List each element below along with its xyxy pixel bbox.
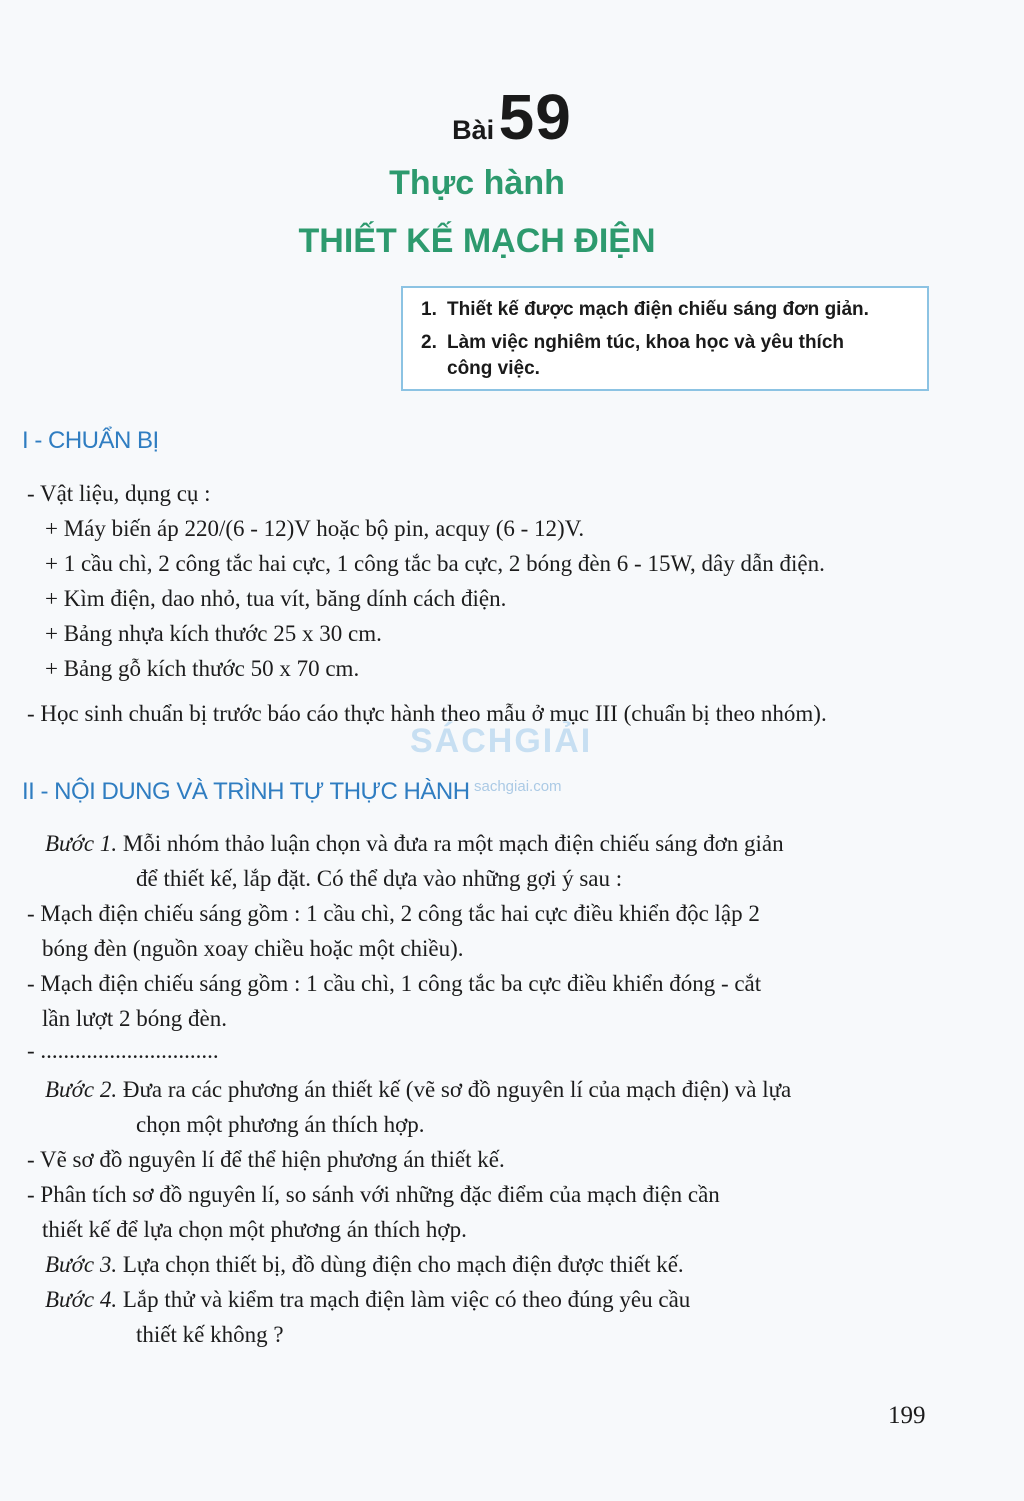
step-3 bbox=[45, 1252, 684, 1278]
step-label: Bước 4. bbox=[45, 1287, 118, 1312]
step-text: Lựa chọn thiết bị, đồ dùng điện cho mạch điện được thiết kế. bbox=[122, 1252, 684, 1277]
list-item: + Bảng gỗ kích thước 50 x 70 cm. bbox=[45, 656, 360, 681]
step-text: Đưa ra các phương án thiết kế (vẽ sơ đồ nguyên lí của mạch điện) và lựa bbox=[122, 1077, 792, 1102]
list-item: - Mạch điện chiếu sáng gồm : 1 cầu chì, 1 công tắc ba cực điều khiển đóng - cắt bbox=[27, 971, 762, 996]
step-1 bbox=[45, 831, 784, 857]
step-continuation: chọn một phương án thích hợp. bbox=[136, 1112, 425, 1137]
list-item: - Mạch điện chiếu sáng gồm : 1 cầu chì, 2 công tắc hai cực điều khiển độc lập 2 bbox=[27, 901, 760, 926]
list-item: + 1 cầu chì, 2 công tắc hai cực, 1 công tắc ba cực, 2 bóng đèn 6 - 15W, dây dẫn điện. bbox=[45, 551, 825, 576]
step-label: Bước 2. bbox=[45, 1077, 118, 1102]
lesson-word: Bài bbox=[452, 115, 495, 145]
list-item: - Học sinh chuẩn bị trước báo cáo thực hành theo mẫu ở mục III (chuẩn bị theo nhóm). bbox=[27, 701, 827, 726]
objective-text: Thiết kế được mạch điện chiếu sáng đơn giản. bbox=[447, 299, 869, 320]
lesson-subtitle: Thực hành bbox=[389, 164, 565, 202]
objective-item: 1. Thiết kế được mạch điện chiếu sáng đơn giản. bbox=[421, 299, 869, 320]
step-2 bbox=[45, 1077, 791, 1103]
section-heading-procedure: II - NỘI DUNG VÀ TRÌNH TỰ THỰC HÀNH bbox=[22, 778, 470, 805]
list-item-continuation: bóng đèn (nguồn xoay chiều hoặc một chiều). bbox=[42, 936, 464, 961]
section-heading-prepare: I - CHUẨN BỊ bbox=[22, 427, 159, 454]
lesson-header bbox=[0, 80, 1024, 154]
list-item: - Phân tích sơ đồ nguyên lí, so sánh với những đặc điểm của mạch điện cần bbox=[27, 1182, 720, 1207]
list-item: + Máy biến áp 220/(6 - 12)V hoặc bộ pin, acquy (6 - 12)V. bbox=[45, 516, 585, 541]
step-label: Bước 1. bbox=[45, 831, 118, 856]
step-continuation: để thiết kế, lắp đặt. Có thể dựa vào những gợi ý sau : bbox=[136, 866, 623, 891]
list-item: + Bảng nhựa kích thước 25 x 30 cm. bbox=[45, 621, 382, 646]
objective-text: Làm việc nghiêm túc, khoa học và yêu thích bbox=[447, 332, 844, 353]
lesson-title: THIẾT KẾ MẠCH ĐIỆN bbox=[298, 222, 656, 260]
list-item: + Kìm điện, dao nhỏ, tua vít, băng dính cách điện. bbox=[45, 586, 507, 611]
objective-item: 2. Làm việc nghiêm túc, khoa học và yêu thích công việc. bbox=[421, 330, 921, 382]
step-text: Mỗi nhóm thảo luận chọn và đưa ra một mạch điện chiếu sáng đơn giản bbox=[122, 831, 784, 856]
step-label: Bước 3. bbox=[45, 1252, 118, 1277]
lesson-number: 59 bbox=[498, 81, 572, 153]
objective-continuation: công việc. bbox=[447, 358, 540, 379]
step-4 bbox=[45, 1287, 690, 1313]
watermark-url: sachgiai.com bbox=[474, 778, 562, 795]
watermark-logo: SÁCHGIẢI bbox=[410, 722, 593, 760]
list-item: - Vật liệu, dụng cụ : bbox=[27, 481, 211, 506]
objectives-box bbox=[401, 286, 929, 391]
page-number: 199 bbox=[888, 1402, 926, 1429]
list-item-dots: - ............................... bbox=[27, 1038, 219, 1063]
list-item-continuation: lần lượt 2 bóng đèn. bbox=[42, 1006, 227, 1031]
list-item: - Vẽ sơ đồ nguyên lí để thể hiện phương án thiết kế. bbox=[27, 1147, 505, 1172]
step-text: Lắp thử và kiểm tra mạch điện làm việc có theo đúng yêu cầu bbox=[122, 1287, 691, 1312]
step-continuation: thiết kế không ? bbox=[136, 1322, 284, 1347]
list-item-continuation: thiết kế để lựa chọn một phương án thích hợp. bbox=[42, 1217, 467, 1242]
